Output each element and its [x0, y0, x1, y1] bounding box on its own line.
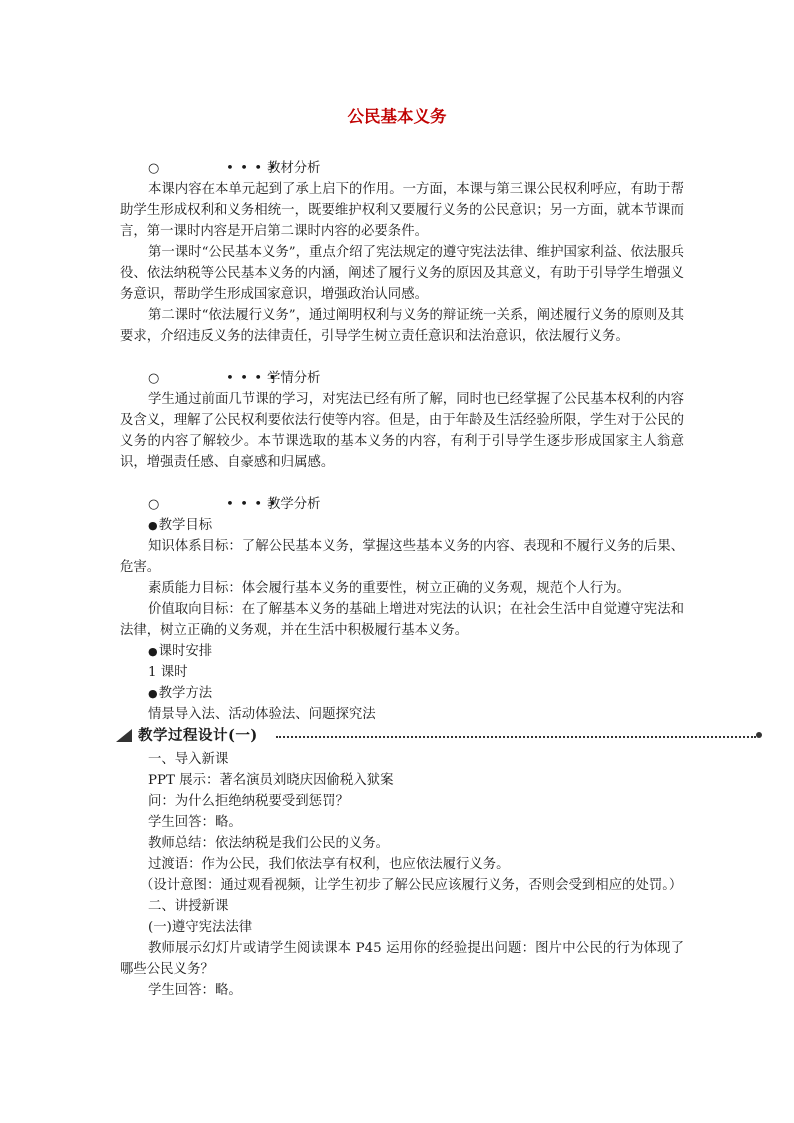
paragraph: 1 课时 — [148, 665, 188, 680]
section-label: 学情分析 — [267, 371, 321, 386]
bullet-dot-icon: ● — [148, 645, 158, 658]
paragraph: 学生通过前面几节课的学习，对宪法已经有所了解，同时也已经掌握了公民基本权利的内容及含义，理解了公民权利要依法行使等内容。但是，由于年龄及生活经验所限，学生对于公民的义务的内容了解较少。本节课选取的基本义务的内容，有利于引导学生逐步形成国家主人翁意识，增强责任感、自豪感和归属感。 — [120, 392, 684, 470]
section-label: 教学分析 — [267, 497, 321, 512]
paragraph: 教师总结：依法纳税是我们公民的义务。 — [148, 836, 390, 851]
paragraph: 价值取向目标：在了解基本义务的基础上增进对宪法的认识；在社会生活中自觉遵守宪法和法律，树立正确的义务观，并在生活中积极履行基本义务。 — [120, 602, 684, 638]
subheading-teaching-methods: ●教学方法 — [148, 686, 213, 701]
circle-bullet-icon: ○ — [148, 161, 160, 176]
process-section-header — [116, 725, 762, 749]
paragraph: 第二课时“依法履行义务”，通过阐明权利与义务的辩证统一关系，阐述履行义务的原则及其要求，介绍违反义务的法律责任，引导学生树立责任意识和法治意识，依法履行义务。 — [120, 308, 684, 344]
section-header-textbook-analysis — [120, 158, 684, 179]
paragraph: 学生回答：略。 — [148, 983, 242, 998]
paragraph: (一)遵守宪法法律 — [148, 920, 253, 935]
document-title: 公民基本义务 — [347, 107, 447, 126]
dots-decoration: • • • • — [226, 161, 278, 176]
paragraph: 教师展示幻灯片或请学生阅读课本 P45 运用你的经验提出问题：图片中公民的行为体现了哪些公民义务？ — [120, 941, 684, 977]
section-header-teaching-analysis — [120, 494, 684, 515]
section-label: 教材分析 — [267, 161, 321, 176]
subheading-time-arrangement: ●课时安排 — [148, 644, 213, 659]
subheading-teaching-goals: ●教学目标 — [148, 518, 213, 533]
paragraph: 第一课时“公民基本义务”，重点介绍了宪法规定的遵守宪法法律、维护国家利益、依法服兵役、依法纳税等公民基本义务的内涵，阐述了履行义务的原因及其意义，有助于引导学生增强义务意识，帮助学生形成国家意识，增强政治认同感。 — [120, 245, 684, 302]
section-header-student-analysis — [120, 368, 684, 389]
paragraph: 一、导入新课 — [148, 752, 229, 767]
circle-bullet-icon: ○ — [148, 371, 160, 386]
document-body — [120, 158, 684, 1001]
dots-decoration: • • • • — [226, 371, 278, 386]
end-dot-icon — [756, 732, 762, 738]
paragraph: 情景导入法、活动体验法、问题探究法 — [148, 707, 376, 722]
paragraph: 本课内容在本单元起到了承上启下的作用。一方面，本课与第三课公民权利呼应，有助于帮助学生形成权利和义务相统一，既要维护权利又要履行义务的公民意识；另一方面，就本节课而言，第一课时内容是开启第二课时内容的必要条件。 — [120, 182, 684, 239]
process-title: 教学过程设计(一) — [138, 727, 258, 744]
paragraph: 过渡语：作为公民，我们依法享有权利，也应依法履行义务。 — [148, 857, 510, 872]
bullet-dot-icon: ● — [148, 519, 158, 532]
circle-bullet-icon: ○ — [148, 497, 160, 512]
paragraph: 知识体系目标：了解公民基本义务，掌握这些基本义务的内容、表现和不履行义务的后果、危害。 — [120, 539, 684, 575]
dots-decoration: • • • • — [226, 497, 278, 512]
paragraph: 问：为什么拒绝纳税要受到惩罚？ — [148, 794, 349, 809]
paragraph: 学生回答：略。 — [148, 815, 242, 830]
triangle-icon — [116, 729, 132, 742]
bullet-dot-icon: ● — [148, 687, 158, 700]
paragraph: PPT 展示：著名演员刘晓庆因偷税入狱案 — [148, 773, 394, 788]
paragraph: 素质能力目标：体会履行基本义务的重要性，树立正确的义务观，规范个人行为。 — [148, 581, 631, 596]
paragraph: 二、讲授新课 — [148, 899, 229, 914]
paragraph: （设计意图：通过观看视频，让学生初步了解公民应该履行义务，否则会受到相应的处罚。） — [140, 878, 683, 893]
dotted-rule — [276, 736, 756, 738]
